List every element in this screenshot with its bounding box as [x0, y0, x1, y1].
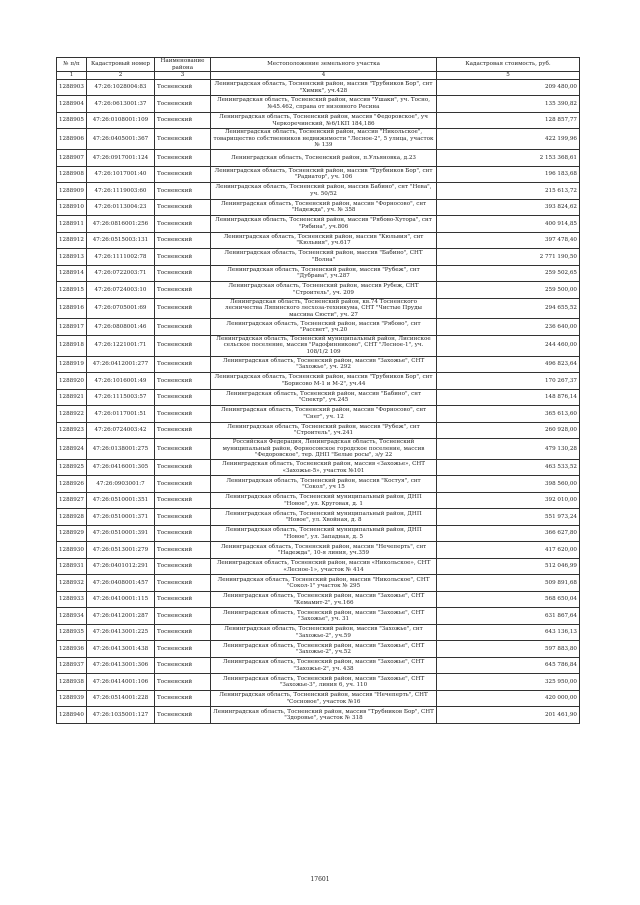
- cadastral-value: 392 010,00: [437, 492, 580, 509]
- table-header: [57, 58, 580, 80]
- row-number: 1288922: [57, 406, 87, 423]
- cadastral-value: 260 928,00: [437, 422, 580, 439]
- district-name: Тосненский: [155, 232, 211, 249]
- table-row: [57, 591, 580, 608]
- district-name: Тосненский: [155, 389, 211, 406]
- location: Ленинградская область, Тосненский район, массив "Трубников Бор", снт "Борисово М-1 и М-2", уч.44: [211, 373, 437, 390]
- cadastral-number: 47:26:0117001:51: [87, 406, 155, 423]
- column-number-row: [57, 72, 580, 80]
- location: Ленинградская область, Тосненский район, массив Бабино", снт "Нева", уч. 50/52: [211, 183, 437, 200]
- district-name: Тосненский: [155, 558, 211, 575]
- row-number: 1288940: [57, 707, 87, 724]
- cadastral-value: 366 627,80: [437, 525, 580, 542]
- row-number: 1288909: [57, 183, 87, 200]
- location: Ленинградская область, Тосненский муниципальный район, ДНП "Новое", ул. Западная, д. 5: [211, 525, 437, 542]
- table-row: [57, 335, 580, 356]
- location: Ленинградская область, Тосненский район, массив "Рубеж", снт "Дубрава", уч.287: [211, 265, 437, 282]
- cadastral-number: 47:26:0414001:106: [87, 674, 155, 691]
- cadastral-value: 597 883,80: [437, 641, 580, 658]
- cadastral-value: 128 857,77: [437, 112, 580, 129]
- table-row: [57, 608, 580, 625]
- cadastral-value: 643 136,13: [437, 624, 580, 641]
- location: Ленинградская область, Тосненский район, п.Ульяновка, д.23: [211, 150, 437, 167]
- district-name: Тосненский: [155, 216, 211, 233]
- location: Ленинградская область, Тосненский муниципальный район, Лисинское сельское поселение, массив "Радофинниково", СНТ "Лесное-1", уч. 108/1/2 109: [211, 335, 437, 356]
- row-number: 1288913: [57, 249, 87, 266]
- district-name: Тосненский: [155, 439, 211, 460]
- row-number: 1288912: [57, 232, 87, 249]
- district-name: Тосненский: [155, 591, 211, 608]
- cadastral-number: 47:26:0413001:306: [87, 657, 155, 674]
- row-number: 1288914: [57, 265, 87, 282]
- row-number: 1288916: [57, 298, 87, 319]
- cadastral-number: 47:26:0412001:277: [87, 356, 155, 373]
- cadastral-value: 422 199,96: [437, 129, 580, 150]
- cadastral-number: 47:26:1119003:60: [87, 183, 155, 200]
- district-name: Тосненский: [155, 707, 211, 724]
- row-number: 1288905: [57, 112, 87, 129]
- header-number: № п/п: [57, 58, 87, 72]
- cadastral-number: 47:26:1111002:78: [87, 249, 155, 266]
- cadastral-number: 47:26:0724003:42: [87, 422, 155, 439]
- location: Ленинградская область, Тосненский район, массив "Рябово-Хутора", снт "Рябина", уч.806: [211, 216, 437, 233]
- header-district-name: Наименование района: [155, 58, 211, 72]
- cadastral-value: 417 620,00: [437, 542, 580, 559]
- column-number: 4: [211, 72, 437, 80]
- location: Ленинградская область, Тосненский район, массив "Захожье", СНТ "Захожье-3", линия 6, уч. 110: [211, 674, 437, 691]
- district-name: Тосненский: [155, 265, 211, 282]
- location: Ленинградская область, Тосненский район, массив "Кюльвия", снт "Кюльвия", уч.617: [211, 232, 437, 249]
- cadastral-value: 397 478,40: [437, 232, 580, 249]
- table-row: [57, 232, 580, 249]
- table-row: [57, 112, 580, 129]
- table-row: [57, 624, 580, 641]
- table-row: [57, 298, 580, 319]
- cadastral-number: 47:26:0613001:37: [87, 96, 155, 113]
- cadastral-value: 400 914,85: [437, 216, 580, 233]
- row-number: 1288936: [57, 641, 87, 658]
- district-name: Тосненский: [155, 641, 211, 658]
- table-row: [57, 249, 580, 266]
- row-number: 1288918: [57, 335, 87, 356]
- cadastral-number: 47:26:0705001:69: [87, 298, 155, 319]
- district-name: Тосненский: [155, 150, 211, 167]
- table-row: [57, 641, 580, 658]
- cadastral-value: 393 824,62: [437, 199, 580, 216]
- cadastral-value: 420 000,00: [437, 690, 580, 707]
- cadastral-value: 2 153 368,61: [437, 150, 580, 167]
- location: Ленинградская область, Тосненский район, массив "Захожье", СНТ "Кемамит-2", уч.166: [211, 591, 437, 608]
- cadastral-number: 47:26:1017001:40: [87, 166, 155, 183]
- cadastral-value: 568 650,04: [437, 591, 580, 608]
- row-number: 1288931: [57, 558, 87, 575]
- location: Ленинградская область, Тосненский муниципальный район, ДНП "Новое", ул. Круговая, д. 1: [211, 492, 437, 509]
- district-name: Тосненский: [155, 690, 211, 707]
- cadastral-number: 47:26:1016001:49: [87, 373, 155, 390]
- cadastral-value: 259 500,00: [437, 282, 580, 299]
- row-number: 1288939: [57, 690, 87, 707]
- page-number: 17601: [310, 876, 330, 883]
- table-row: [57, 183, 580, 200]
- table-row: [57, 216, 580, 233]
- row-number: 1288937: [57, 657, 87, 674]
- table-row: [57, 525, 580, 542]
- cadastral-number: 47:26:0514001:228: [87, 690, 155, 707]
- row-number: 1288917: [57, 319, 87, 336]
- row-number: 1288919: [57, 356, 87, 373]
- location: Ленинградская область, Тосненский район, массив "Никольское", СНТ "Сокол-1" участок № 295: [211, 575, 437, 592]
- table-row: [57, 282, 580, 299]
- cadastral-value: 215 613,72: [437, 183, 580, 200]
- cadastral-value: 463 533,52: [437, 459, 580, 476]
- location: Ленинградская область, Тосненский район, массив "Трубников Бор", снт "Химик", уч.428: [211, 79, 437, 96]
- district-name: Тосненский: [155, 183, 211, 200]
- table-row: [57, 166, 580, 183]
- cadastral-value: 170 267,37: [437, 373, 580, 390]
- district-name: Тосненский: [155, 608, 211, 625]
- location: Ленинградская область, Тосненский район, массив "Бабино", СНТ "Волна": [211, 249, 437, 266]
- cadastral-number: 47:26:0113004:23: [87, 199, 155, 216]
- district-name: Тосненский: [155, 657, 211, 674]
- cadastral-value: 259 502,65: [437, 265, 580, 282]
- district-name: Тосненский: [155, 282, 211, 299]
- district-name: Тосненский: [155, 542, 211, 559]
- cadastral-value: 479 130,28: [437, 439, 580, 460]
- table-row: [57, 356, 580, 373]
- row-number: 1288923: [57, 422, 87, 439]
- district-name: Тосненский: [155, 509, 211, 526]
- cadastral-number: 47:26:0917001:124: [87, 150, 155, 167]
- row-number: 1288929: [57, 525, 87, 542]
- location: Ленинградская область, Тосненский район, массив "Форносово", снт "Снег", уч. 12: [211, 406, 437, 423]
- cadastral-number: 47:26:1028004:83: [87, 79, 155, 96]
- table-row: [57, 509, 580, 526]
- district-name: Тосненский: [155, 96, 211, 113]
- location: Ленинградская область, Тосненский район, массив "Захожье", СНТ "Захожье", уч. 292: [211, 356, 437, 373]
- row-number: 1288935: [57, 624, 87, 641]
- column-number: 3: [155, 72, 211, 80]
- district-name: Тосненский: [155, 356, 211, 373]
- location: Ленинградская область, Тосненский район, массив "Рубеж", снт "Строитель", уч.241: [211, 422, 437, 439]
- cadastral-number: 47:26:1035001:127: [87, 707, 155, 724]
- location: Ленинградская область, Тосненский район, массив «Захожье», СНТ «Захожье-5», участок №101: [211, 459, 437, 476]
- cadastral-number: 47:26:0108001:109: [87, 112, 155, 129]
- cadastral-number: 47:26:0138001:275: [87, 439, 155, 460]
- cadastral-number: 47:26:0903001:7: [87, 476, 155, 493]
- table-row: [57, 657, 580, 674]
- location: Ленинградская область, Тосненский район, массив "Захожье", СНТ "Захожье", уч. 31: [211, 608, 437, 625]
- cadastral-value: 325 950,00: [437, 674, 580, 691]
- location: Ленинградская область, Тосненский район, массив "Бабино", снт "Спектр", уч.245: [211, 389, 437, 406]
- location: Ленинградская область, Тосненский район, массив "Ушаки", уч. Тосно, №45.462, справа от низовного Ресина: [211, 96, 437, 113]
- cadastral-value: 201 461,90: [437, 707, 580, 724]
- cadastral-number: 47:26:0510001:351: [87, 492, 155, 509]
- table-row: [57, 492, 580, 509]
- row-number: 1288911: [57, 216, 87, 233]
- header-row: [57, 58, 580, 72]
- cadastral-value: 236 640,00: [437, 319, 580, 336]
- column-number: 2: [87, 72, 155, 80]
- row-number: 1288938: [57, 674, 87, 691]
- row-number: 1288927: [57, 492, 87, 509]
- cadastral-number: 47:26:0408001:457: [87, 575, 155, 592]
- location: Ленинградская область, Тосненский район, массив "Нечеперть", снт "Надежда", 10-я линия, уч.359: [211, 542, 437, 559]
- row-number: 1288906: [57, 129, 87, 150]
- column-number: 5: [437, 72, 580, 80]
- location: Ленинградская область, Тосненский район, массив "Костуя", снт "Сокол", уч 15: [211, 476, 437, 493]
- row-number: 1288934: [57, 608, 87, 625]
- table-row: [57, 459, 580, 476]
- row-number: 1288930: [57, 542, 87, 559]
- location: Ленинградская область, Тосненский район, массив "Захожье", снт "Захожье-2", уч.59: [211, 624, 437, 641]
- cadastral-value: 196 183,68: [437, 166, 580, 183]
- table-row: [57, 389, 580, 406]
- district-name: Тосненский: [155, 525, 211, 542]
- cadastral-number: 47:26:0401012:291: [87, 558, 155, 575]
- cadastral-number: 47:26:1115003:57: [87, 389, 155, 406]
- cadastral-number: 47:26:0510001:391: [87, 525, 155, 542]
- cadastral-number: 47:26:0808001:46: [87, 319, 155, 336]
- cadastral-number: 47:26:0724003:10: [87, 282, 155, 299]
- cadastral-value: 496 823,64: [437, 356, 580, 373]
- district-name: Тосненский: [155, 476, 211, 493]
- cadastral-number: 47:26:0515003:131: [87, 232, 155, 249]
- location: Российская Федерация, Ленинградская область, Тосненский муниципальный район, Форносовское городское поселение, массив "Федоровское", тер. ДНП "Белые росы", з/у 22: [211, 439, 437, 460]
- cadastral-value-table: [56, 57, 580, 724]
- header-cadastral-value: Кадастровая стоимость, руб.: [437, 58, 580, 72]
- cadastral-number: 47:26:0816001:256: [87, 216, 155, 233]
- column-number: 1: [57, 72, 87, 80]
- cadastral-number: 47:26:0510001:371: [87, 509, 155, 526]
- location: Ленинградская область, Тосненский район, массив Рубеж, СНТ "Строитель", уч. 209: [211, 282, 437, 299]
- district-name: Тосненский: [155, 624, 211, 641]
- cadastral-number: 47:26:0405001:367: [87, 129, 155, 150]
- district-name: Тосненский: [155, 319, 211, 336]
- row-number: 1288924: [57, 439, 87, 460]
- cadastral-number: 47:26:1221001:71: [87, 335, 155, 356]
- row-number: 1288932: [57, 575, 87, 592]
- location: Ленинградская область, Тосненский район, массив "Федоровское", уч Черкоречинский, №6/1КП 184,186: [211, 112, 437, 129]
- cadastral-number: 47:26:0413001:225: [87, 624, 155, 641]
- district-name: Тосненский: [155, 112, 211, 129]
- cadastral-value: 509 891,68: [437, 575, 580, 592]
- cadastral-value: 631 867,64: [437, 608, 580, 625]
- row-number: 1288915: [57, 282, 87, 299]
- cadastral-number: 47:26:0413001:438: [87, 641, 155, 658]
- row-number: 1288920: [57, 373, 87, 390]
- table-row: [57, 373, 580, 390]
- table-row: [57, 96, 580, 113]
- table-row: [57, 319, 580, 336]
- row-number: 1288925: [57, 459, 87, 476]
- row-number: 1288926: [57, 476, 87, 493]
- cadastral-value: 148 876,14: [437, 389, 580, 406]
- cadastral-number: 47:26:0412001:287: [87, 608, 155, 625]
- cadastral-value: 645 786,84: [437, 657, 580, 674]
- district-name: Тосненский: [155, 199, 211, 216]
- cadastral-value: 135 390,82: [437, 96, 580, 113]
- table-row: [57, 406, 580, 423]
- location: Ленинградская область, Тосненский район, массив "Нечеперть", СНТ "Сосновое", участок №16: [211, 690, 437, 707]
- district-name: Тосненский: [155, 79, 211, 96]
- header-location: Местоположение земельного участка: [211, 58, 437, 72]
- cadastral-value: 244 460,00: [437, 335, 580, 356]
- district-name: Тосненский: [155, 129, 211, 150]
- location: Ленинградская область, Тосненский район, массив "Трубников Бор", снт "Радиатор", уч. 106: [211, 166, 437, 183]
- table-row: [57, 150, 580, 167]
- cadastral-value: 512 046,99: [437, 558, 580, 575]
- table-row: [57, 79, 580, 96]
- district-name: Тосненский: [155, 373, 211, 390]
- district-name: Тосненский: [155, 422, 211, 439]
- location: Ленинградская область, Тосненский район, массив "Форносово", снт "Надежда", уч. № 358: [211, 199, 437, 216]
- row-number: 1288928: [57, 509, 87, 526]
- cadastral-value: 551 973,24: [437, 509, 580, 526]
- row-number: 1288904: [57, 96, 87, 113]
- cadastral-number: 47:26:0410001:115: [87, 591, 155, 608]
- table-row: [57, 422, 580, 439]
- location: Ленинградская область, Тосненский район, массив «Никольское», СНТ «Лесное-1», участок № 414: [211, 558, 437, 575]
- district-name: Тосненский: [155, 575, 211, 592]
- cadastral-number: 47:26:0416001:305: [87, 459, 155, 476]
- location: Ленинградская область, Тосненский район, массив "Захожье", СНТ "Захожье-2", уч. 438: [211, 657, 437, 674]
- cadastral-number: 47:26:0722003:71: [87, 265, 155, 282]
- location: Ленинградская область, Тосненский район, кв.74 Тосненского лесничества Ляпинского лесхоза-техникума, СНТ "Чистые Пруды массива Сюсти", уч. 27: [211, 298, 437, 319]
- table-row: [57, 674, 580, 691]
- district-name: Тосненский: [155, 166, 211, 183]
- location: Ленинградская область, Тосненский район, массив "Никольское", товарищество собственников недвижимости "Лесное-2", 5 улица, участок № 139: [211, 129, 437, 150]
- table-row: [57, 575, 580, 592]
- cadastral-value: 365 613,60: [437, 406, 580, 423]
- district-name: Тосненский: [155, 492, 211, 509]
- cadastral-value: 294 655,52: [437, 298, 580, 319]
- table-body: [57, 79, 580, 723]
- cadastral-value: 398 560,00: [437, 476, 580, 493]
- row-number: 1288907: [57, 150, 87, 167]
- district-name: Тосненский: [155, 459, 211, 476]
- cadastral-number: 47:26:0513001:279: [87, 542, 155, 559]
- cadastral-value: 209 480,00: [437, 79, 580, 96]
- district-name: Тосненский: [155, 335, 211, 356]
- row-number: 1288908: [57, 166, 87, 183]
- district-name: Тосненский: [155, 674, 211, 691]
- row-number: 1288910: [57, 199, 87, 216]
- location: Ленинградская область, Тосненский муниципальный район, ДНП "Новое", ул. Хвойная, д. 8: [211, 509, 437, 526]
- cadastral-value: 2 771 190,50: [437, 249, 580, 266]
- location: Ленинградская область, Тосненский район, массив "Рябово", снт "Рассвет", уч.20: [211, 319, 437, 336]
- table-row: [57, 439, 580, 460]
- table-row: [57, 199, 580, 216]
- district-name: Тосненский: [155, 406, 211, 423]
- location: Ленинградская область, Тосненский район, массив "Захожье", СНТ "Захожье-2", уч.52: [211, 641, 437, 658]
- district-name: Тосненский: [155, 249, 211, 266]
- table-row: [57, 129, 580, 150]
- table-row: [57, 476, 580, 493]
- row-number: 1288921: [57, 389, 87, 406]
- table-row: [57, 265, 580, 282]
- table-row: [57, 542, 580, 559]
- district-name: Тосненский: [155, 298, 211, 319]
- table-row: [57, 690, 580, 707]
- row-number: 1288903: [57, 79, 87, 96]
- table-row: [57, 558, 580, 575]
- header-cadastral-number: Кадастровый номер: [87, 58, 155, 72]
- location: Ленинградская область, Тосненский район, массив "Трубников Бор", СНТ "Здоровье", участок № 318: [211, 707, 437, 724]
- table-row: [57, 707, 580, 724]
- cadastral-value-table-sheet: [56, 57, 579, 724]
- row-number: 1288933: [57, 591, 87, 608]
